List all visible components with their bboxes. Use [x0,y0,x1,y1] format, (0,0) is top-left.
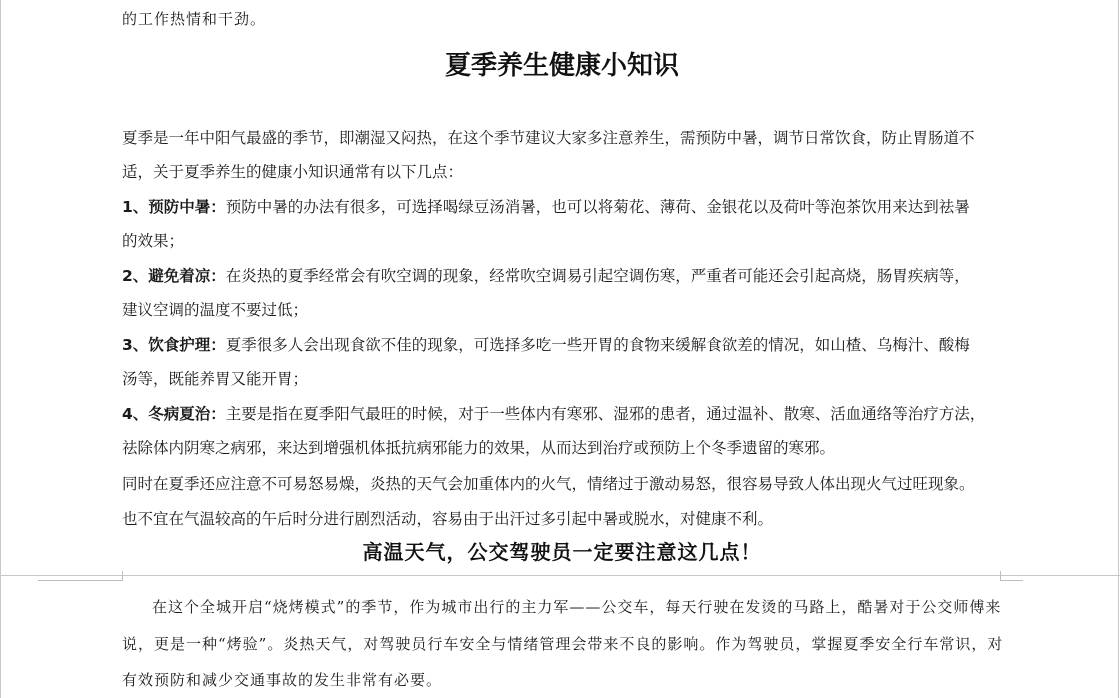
tip-4-line-1 [122,404,985,424]
page-break-divider [0,575,1120,576]
next-article-title: 高温天气，公交驾驶员一定要注意这几点！ [362,540,762,564]
tip-2-line-2: 建议空调的温度不要过低； [122,301,309,319]
article-title: 夏季养生健康小知识 [444,51,679,81]
tip-3-text: 夏季很多人会出现食欲不佳的现象，可选择多吃一些开胃的食物来缓解食欲差的情况，如山楂、乌梅汁、酸梅 [225,336,970,354]
tip-4-text: 主要是指在夏季阳气最旺的时候，对于一些体内有寒邪、湿邪的患者，通过温补、散寒、活血通络等治疗方法， [225,405,986,423]
page2-paragraph-line-1: 在这个全城开启“烧烤模式”的季节，作为城市出行的主力军——公交车，每天行驶在发烫的马路上，酷暑对于公交师傅来 [152,598,1002,616]
page2-paragraph-line-2: 说，更是一种“烤验”。炎热天气，对驾驶员行车安全与情绪管理会带来不良的影响。作为驾驶员，掌握夏季安全行车常识，对 [122,635,1004,653]
tip-2-text: 在炎热的夏季经常会有吹空调的现象，经常吹空调易引起空调伤寒，严重者可能还会引起高烧，肠胃疾病等， [225,267,970,285]
tip-3-line-1 [122,335,970,355]
tip-2-line-1 [122,266,970,286]
closing-line-1: 同时在夏季还应注意不可易怒易燥，炎热的天气会加重体内的火气，情绪过于激动易怒，很容易导致人体出现火气过旺现象。 [122,475,975,493]
tip-1-line-2: 的效果； [122,232,185,250]
closing-line-2: 也不宜在气温较高的午后时分进行剧烈活动，容易由于出汗过多引起中暑或脱水，对健康不利。 [122,510,774,528]
tip-1-heading: 1、预防中暑： [122,198,226,216]
page-corner-mark-left [38,571,123,581]
tip-1-line-1 [122,197,970,217]
previous-page-fragment: 的工作热情和干劲。 [122,10,267,28]
tip-4-heading: 4、冬病夏治： [122,405,226,423]
intro-line-1: 夏季是一年中阳气最盛的季节，即潮湿又闷热，在这个季节建议大家多注意养生，需预防中暑，调节日常饮食，防止胃肠道不 [122,129,975,147]
tip-4-line-2: 祛除体内阴寒之病邪，来达到增强机体抵抗病邪能力的效果，从而达到治疗或预防上个冬季遗留的寒邪。 [122,439,836,457]
tip-3-line-2: 汤等，既能养胃又能开胃； [122,370,309,388]
page2-paragraph-line-3: 有效预防和减少交通事故的发生非常有必要。 [122,671,443,689]
intro-line-2: 适，关于夏季养生的健康小知识通常有以下几点： [122,163,464,181]
tip-1-text: 预防中暑的办法有很多，可选择喝绿豆汤消暑，也可以将菊花、薄荷、金银花以及荷叶等泡茶饮用来达到祛暑 [225,198,970,216]
page-right-border [1118,0,1119,698]
tip-3-heading: 3、饮食护理： [122,336,226,354]
tip-2-heading: 2、避免着凉： [122,267,226,285]
page-left-border [0,0,1,698]
page-corner-mark-right [1000,571,1023,581]
